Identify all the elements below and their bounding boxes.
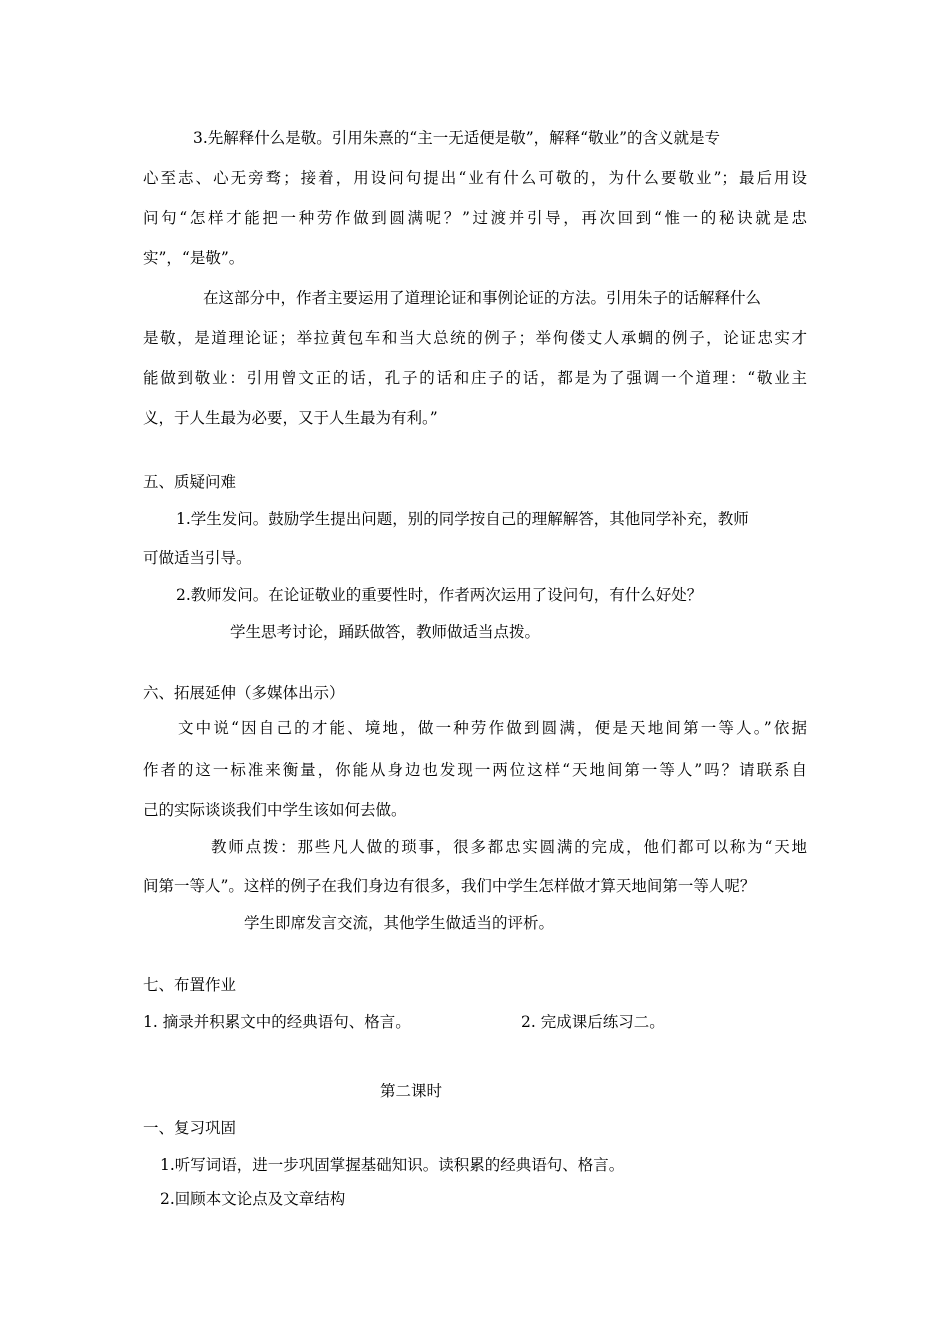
lesson2-section1-heading: 一、复习巩固 <box>143 1119 237 1137</box>
section5-item1-line2: 可做适当引导。 <box>143 549 252 567</box>
section7-heading: 七、布置作业 <box>143 976 237 994</box>
arg-line2: 是敬，是道理论证；举拉黄包车和当大总统的例子；举佝偻丈人承蜩的例子，论证忠实才 <box>143 329 807 347</box>
section6-p2-line1: 教师点拨：那些凡人做的琐事，很多都忠实圆满的完成，他们都可以称为“天地 <box>211 838 807 856</box>
section7-item1: 1. 摘录并积累文中的经典语句、格言。 <box>143 1013 411 1031</box>
section6-p1-line3: 己的实际谈谈我们中学生该如何去做。 <box>143 801 407 819</box>
p3-line4: 实”，“是敬”。 <box>143 249 245 267</box>
section6-p1-line2: 作者的这一标准来衡量，你能从身边也发现一两位这样“天地间第一等人”吗？请联系自 <box>143 761 807 779</box>
p3-line1: 3.先解释什么是敬。引用朱熹的“主一无适便是敬”，解释“敬业”的含义就是专 <box>193 129 720 147</box>
section5-item2-note: 学生思考讨论，踊跃做答，教师做适当点拨。 <box>230 623 541 641</box>
arg-line3: 能做到敬业：引用曾文正的话，孔子的话和庄子的话，都是为了强调一个道理：“敬业主 <box>143 369 807 387</box>
p3-line3: 问句“怎样才能把一种劳作做到圆满呢？”过渡并引导，再次回到“惟一的秘诀就是忠 <box>143 209 807 227</box>
lesson2-item2: 2.回顾本文论点及文章结构 <box>160 1190 346 1208</box>
arg-line4: 义，于人生最为必要，又于人生最为有利。” <box>143 409 438 427</box>
arg-line1: 在这部分中，作者主要运用了道理论证和事例论证的方法。引用朱子的话解释什么 <box>203 289 762 307</box>
section6-p3: 学生即席发言交流，其他学生做适当的评析。 <box>244 914 555 932</box>
section5-item2: 2.教师发问。在论证敬业的重要性时，作者两次运用了设问句，有什么好处？ <box>176 586 703 604</box>
section5-item1-line1: 1.学生发问。鼓励学生提出问题，别的同学按自己的理解解答，其他同学补充，教师 <box>176 510 749 528</box>
section6-p2-line2: 间第一等人”。这样的例子在我们身边有很多，我们中学生怎样做才算天地间第一等人呢？ <box>143 877 756 895</box>
lesson2-title: 第二课时 <box>380 1082 443 1100</box>
section7-item2: 2. 完成课后练习二。 <box>521 1013 665 1031</box>
section5-heading: 五、质疑问难 <box>143 473 237 491</box>
p3-line2: 心至志、心无旁骛；接着，用设问句提出“业有什么可敬的，为什么要敬业”；最后用设 <box>143 169 807 187</box>
lesson2-item1: 1.听写词语，进一步巩固掌握基础知识。读积累的经典语句、格言。 <box>160 1156 625 1174</box>
section6-heading: 六、拓展延伸（多媒体出示） <box>143 684 345 702</box>
section6-p1-line1: 文中说“因自己的才能、境地，做一种劳作做到圆满，便是天地间第一等人。”依据 <box>178 719 807 737</box>
